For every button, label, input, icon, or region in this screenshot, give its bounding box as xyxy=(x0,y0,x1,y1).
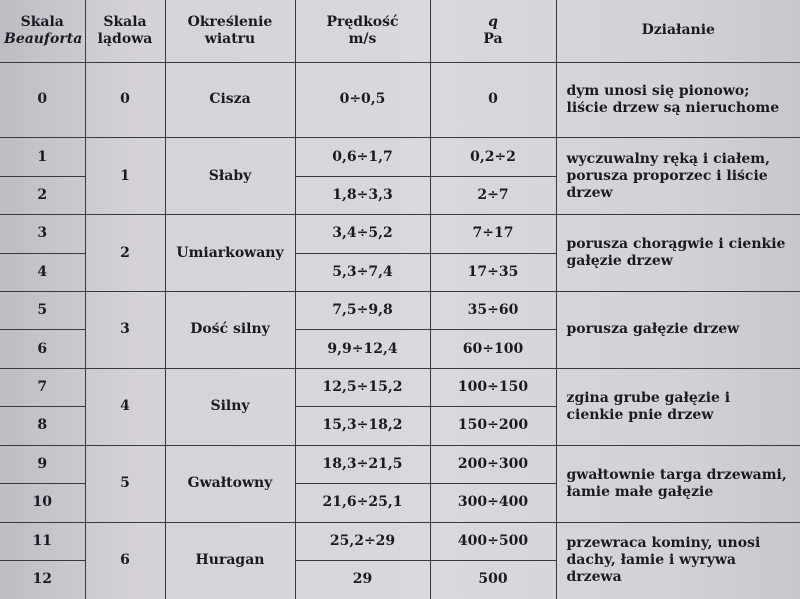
beaufort-value: 6 xyxy=(0,330,85,368)
header-beaufort-line1: Skala xyxy=(20,13,64,30)
pressure-value: 2÷7 xyxy=(430,176,556,214)
header-land-line1: Skala xyxy=(103,13,147,30)
beaufort-value: 10 xyxy=(0,484,85,522)
wind-name: Słaby xyxy=(165,138,295,215)
table-row xyxy=(0,368,800,406)
pressure-value: 300÷400 xyxy=(430,484,556,522)
beaufort-value: 8 xyxy=(0,407,85,445)
pressure-value: 0,2÷2 xyxy=(430,138,556,176)
pressure-value: 60÷100 xyxy=(430,330,556,368)
header-pressure-line2: Pa xyxy=(483,30,503,47)
table-row xyxy=(0,522,800,560)
wind-name: Gwałtowny xyxy=(165,445,295,522)
speed-value: 9,9÷12,4 xyxy=(295,330,430,368)
beaufort-value: 3 xyxy=(0,215,85,253)
wind-name: Huragan xyxy=(165,522,295,599)
beaufort-value: 0 xyxy=(0,62,85,138)
beaufort-value: 9 xyxy=(0,445,85,483)
land-scale-value: 1 xyxy=(85,138,165,215)
header-speed-line2: m/s xyxy=(348,30,377,47)
land-scale-value: 0 xyxy=(85,62,165,138)
land-scale-value: 2 xyxy=(85,215,165,292)
header-wind-line1: Określenie xyxy=(187,13,273,30)
effect-text: porusza chorągwie i cienkie gałęzie drzew xyxy=(556,215,800,292)
header-effect: Działanie xyxy=(556,0,800,62)
effect-text: dym unosi się pionowo; liście drzew są nieruchome xyxy=(556,62,800,138)
table-row xyxy=(0,62,800,138)
beaufort-value: 11 xyxy=(0,522,85,560)
wind-name: Silny xyxy=(165,368,295,445)
table-row xyxy=(0,292,800,330)
pressure-value: 400÷500 xyxy=(430,522,556,560)
effect-text: gwałtownie targa drzewami, łamie małe gałęzie xyxy=(556,445,800,522)
header-speed-line1: Prędkość xyxy=(326,13,399,30)
table-row xyxy=(0,215,800,253)
header-land-line2: lądowa xyxy=(97,30,153,47)
wind-name: Dość silny xyxy=(165,292,295,369)
pressure-value: 500 xyxy=(430,560,556,599)
header-row xyxy=(0,0,800,62)
table-row xyxy=(0,138,800,176)
header-land-scale xyxy=(85,0,165,62)
land-scale-value: 4 xyxy=(85,368,165,445)
speed-value: 7,5÷9,8 xyxy=(295,292,430,330)
land-scale-value: 5 xyxy=(85,445,165,522)
speed-value: 3,4÷5,2 xyxy=(295,215,430,253)
effect-text: wyczuwalny ręką i ciałem, porusza proporzec i liście drzew xyxy=(556,138,800,215)
land-scale-value: 6 xyxy=(85,522,165,599)
effect-text: porusza gałęzie drzew xyxy=(556,292,800,369)
beaufort-value: 2 xyxy=(0,176,85,214)
pressure-value: 200÷300 xyxy=(430,445,556,483)
speed-value: 18,3÷21,5 xyxy=(295,445,430,483)
speed-value: 29 xyxy=(295,560,430,599)
speed-value: 12,5÷15,2 xyxy=(295,368,430,406)
effect-text: przewraca kominy, unosi dachy, łamie i wyrywa drzewa xyxy=(556,522,800,599)
wind-name: Cisza xyxy=(165,62,295,138)
pressure-value: 100÷150 xyxy=(430,368,556,406)
beaufort-value: 5 xyxy=(0,292,85,330)
beaufort-value: 7 xyxy=(0,368,85,406)
beaufort-value: 12 xyxy=(0,560,85,599)
speed-value: 21,6÷25,1 xyxy=(295,484,430,522)
beaufort-value: 4 xyxy=(0,253,85,291)
header-beaufort-line2: Beauforta xyxy=(4,30,83,47)
land-scale-value: 3 xyxy=(85,292,165,369)
beaufort-value: 1 xyxy=(0,138,85,176)
table-row xyxy=(0,445,800,483)
speed-value: 5,3÷7,4 xyxy=(295,253,430,291)
pressure-value: 35÷60 xyxy=(430,292,556,330)
header-speed xyxy=(295,0,430,62)
speed-value: 15,3÷18,2 xyxy=(295,407,430,445)
header-pressure-line1: q xyxy=(488,13,498,30)
speed-value: 1,8÷3,3 xyxy=(295,176,430,214)
pressure-value: 150÷200 xyxy=(430,407,556,445)
pressure-value: 17÷35 xyxy=(430,253,556,291)
speed-value: 0÷0,5 xyxy=(295,62,430,138)
header-beaufort xyxy=(0,0,85,62)
header-wind-name xyxy=(165,0,295,62)
pressure-value: 7÷17 xyxy=(430,215,556,253)
pressure-value: 0 xyxy=(430,62,556,138)
speed-value: 25,2÷29 xyxy=(295,522,430,560)
speed-value: 0,6÷1,7 xyxy=(295,138,430,176)
wind-name: Umiarkowany xyxy=(165,215,295,292)
header-pressure xyxy=(430,0,556,62)
effect-text: zgina grube gałęzie i cienkie pnie drzew xyxy=(556,368,800,445)
header-wind-line2: wiatru xyxy=(204,30,256,47)
